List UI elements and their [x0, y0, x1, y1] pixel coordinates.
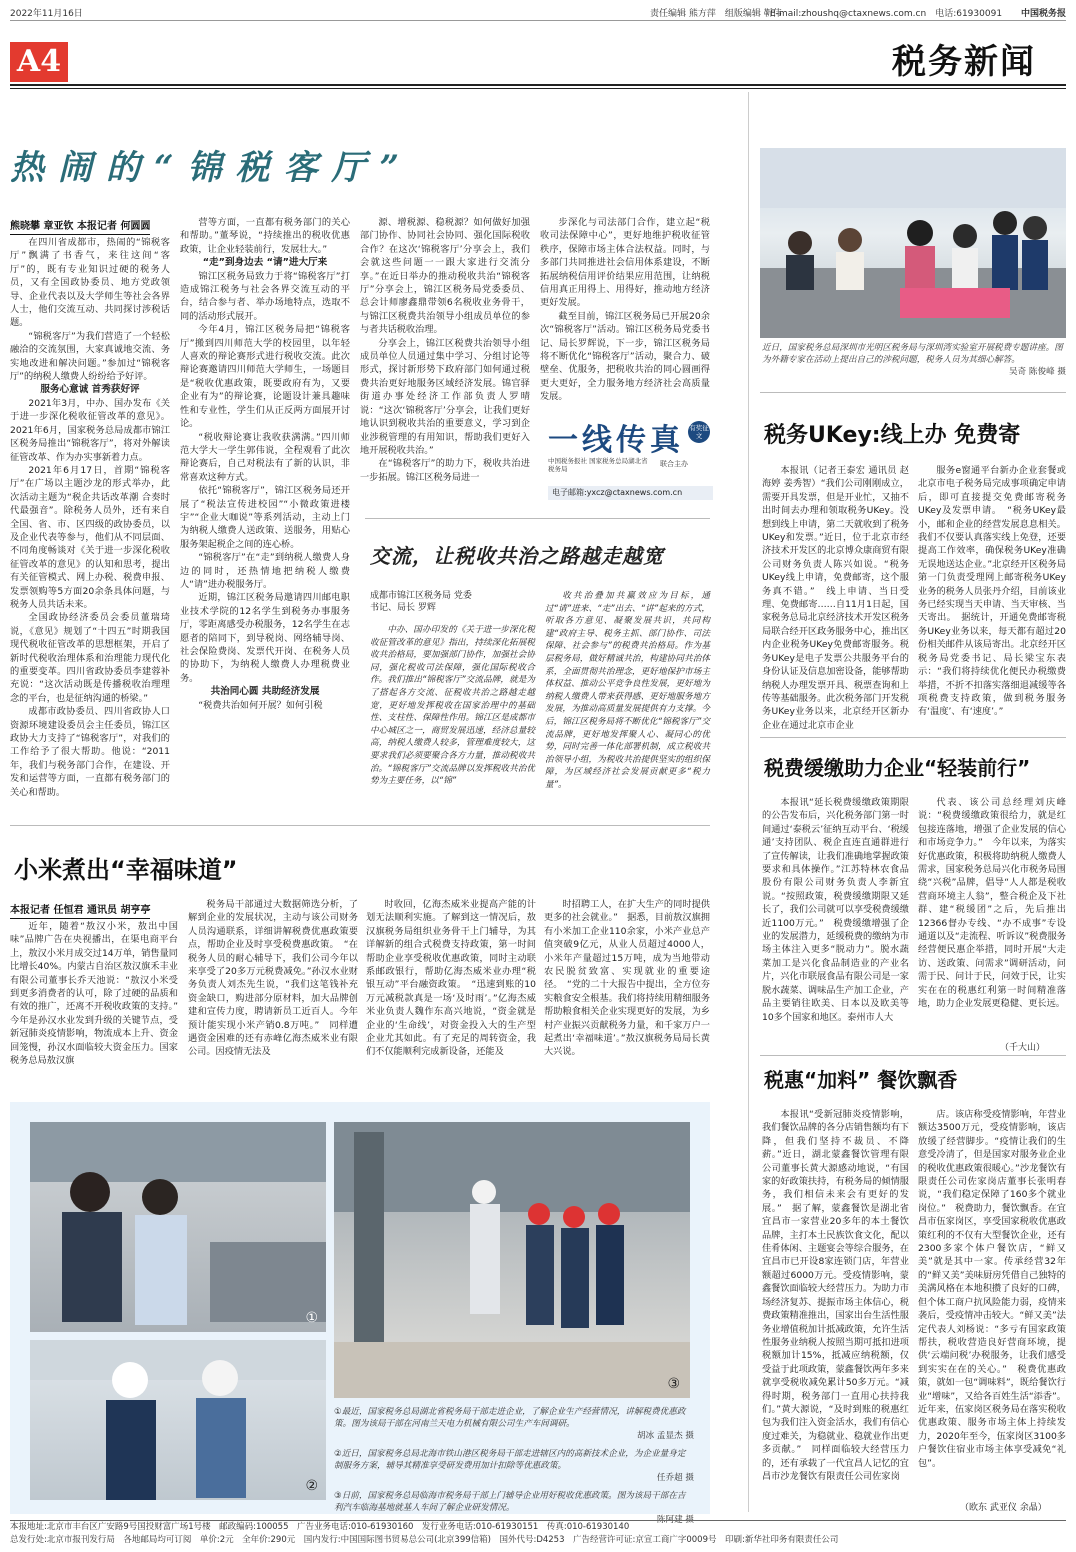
- paragraph: 步深化与司法部门合作，建立起“税收司法保障中心”，更好地维护税收征管秩序，保障市场主体合法权益。同时，与多部门共同推进社会信用体系建设，不断拓展纳税信用评价结果应用范围，让纳税信用真正用得上、用得好，推动地方经济更好发展。: [540, 217, 710, 309]
- ukey-column-1: [762, 464, 909, 731]
- yixian-org: 中国税务报社 国家税务总局湖北省税务局: [548, 457, 648, 473]
- photo-number-3: ③: [667, 1376, 680, 1392]
- paragraph: 近期，锦江区税务局邀请四川邮电职业技术学院的12名学生到税务办事服务厅，零距离感受办税服务，12名学生在志愿者的陪同下，到导税岗、网络辅导岗、社会保险费岗、发票代开岗、在税务人员的协助下，为纳税人缴费人办理税费业务。: [180, 592, 350, 684]
- photo-credit-3: 陈阿建 摄: [656, 1515, 694, 1525]
- collage-captions: [334, 1406, 694, 1525]
- feature-byline: 熊晓攀 章亚钦 本报记者 何圆圆: [10, 217, 150, 235]
- feature-title: 热闹的“锦税客厅”: [10, 148, 414, 188]
- footer-line-2: 总发行处:北京市报刊发行局 各地邮局均可订阅 单价:2元 全年价:290元 国内发行:中国国际图书贸易总公司(北京399信箱) 国外代号:D4253 广告经营许可证:京宣工商广字0009号 印刷:新华社印务有限责任公司: [10, 1535, 839, 1545]
- paragraph: 在四川省成都市，热闹的“锦税客厅”飘满了书香气，来往这间“客厅”的，既有专业知识过硬的税务人员，又有全国政协委员、地方党政领导、企业代表以及大学师生等社会各界人士，他们交流互动、共同探讨涉税话题。: [10, 237, 170, 329]
- photo-credit: 吴奇 陈俊峰 摄: [1008, 367, 1066, 377]
- paragraph: 源、增税源、稳税源？如何做好加强部门协作、协同社会协同、强化国际税收合作？在这次‘锦税客厅’分享会上，我们会就这些问题一一跟大家进行交流分享。”在近日举办的推动税收共治“锦税客厅”分享会上，锦江区税务局党委委员、总会计师廖鑫鼎带领6名税收业务骨干，与锦江区税费共治领导小组成员单位的参与者共话税收治理。: [360, 217, 530, 336]
- paragraph: 收共治叠加共赢效应为目标，通过“请”进来、“走”出去、“讲”起来的方式，听取各方意见、凝聚发展共识，共同构建“政府主导、税务主抓、部门协作、司法保障、社会参与”的税费共治格局。作为基层税务局，做好精诚共治，构建协同共治体系，全面贯彻共治理念，更好地保护市场主体权益、推动公平竞争良性发展，更好地为纳税人缴费人带来获得感、更好地服务地方发展，为推动高质量发展提供有力支撑。今后，锦江区税务局将不断优化“锦税客厅”交流品牌，更好地发挥聚人心、凝同心的优势，同时完善一体化部署机制，成立税收共治领导小组，为税收共治提供坚实的组织保障，为区域经济社会发展贡献更多“税力量”。: [545, 591, 710, 790]
- xiaomi-byline: 本报记者 任恒君 通讯员 胡亨亭: [10, 901, 150, 919]
- essay-title: 交流，让税收共治之路越走越宽: [370, 544, 664, 568]
- right-rule-3: [760, 1055, 1066, 1056]
- canyin-title: 税惠“加料” 餐饮飘香: [764, 1068, 958, 1092]
- huanjiao-title: 税费缓缴助力企业“轻装前行”: [764, 756, 1031, 780]
- canyin-column-2: [918, 1108, 1066, 1494]
- paragraph: 税务局干部通过大数据筛选分析，了解到企业的发展状况，主动与该公司财务人员沟通联系，详细讲解税费优惠政策要点，帮助企业及时享受税费惠政策。 “在税务人员的耐心辅导下，我们公司今年以来享受了20多万元税费减免。”孙汉水业财务负责人刘杰先生说，“我们这笔钱补充资金缺口，购进部分原材料，加大品牌创建和宣传力度，聘请新员工近百人。今年预计能实现小米产销0.8万吨。” 同样遭遇资金困难的还有赤峰亿海杰威米业有限公司。因疫情无法及: [188, 899, 358, 1058]
- paragraph: 在“锦税客厅”的助力下，税收共治进一步拓展。锦江区税务局进一: [360, 458, 530, 483]
- photo-2: [30, 1340, 326, 1500]
- huanjiao-column-2: [918, 796, 1066, 1038]
- huanjiao-column-1: [762, 796, 909, 1048]
- paragraph: 服务e窗通平台新办企业套餐或北京市电子税务局完成事项确定申请后，即可直接提交免费邮寄税务UKey及发票申请。 “税务UKey最小，邮和企业的经营发展息息相关。我们不仅要认真落实线上免登，还要提高工作效率，确保税务UKey准确无误地送达企业。”北京经开区税务局第一门负责受理网上邮寄税务UKey业务的税务人员张丹介绍，目前该业务已经实现当天申请、当天审核、当天寄出。 据统计，开通免费邮寄税务UKey业务以来，每天都有超过20份相关邮件从该局寄出。北京经开区税务局党委书记、局长梁宝东表示：“我们将持续优化便民办税缴费举措，不折不扣落实落细退减缓等各项税费支持政策，做到税务服务有‘温度’、有‘速度’。”: [918, 465, 1066, 718]
- paragraph: 中办、国办印发的《关于进一步深化税收征管改革的意见》指出，持续深化拓展税收共治格局，要加强部门协作，加强社会协同，强化税收司法保障，强化国际税收合作。我们推出“锦税客厅”交流品牌，就是为了搭起各方交流、征税收共治之路越走越宽，更好地发挥税收在国家治理中的基础性、支柱性、保障性作用。锦江区是成都市中心城区之一，商贸发展迅速，经济总量较高，纳税人缴费人较多，管理难度较大，这要求我们必须要聚合各方力量，推动税收共治。“锦税客厅”交流品牌以发挥税收共治优势为主要任务，以“锦”: [370, 625, 535, 787]
- right-rule-1: [760, 392, 1066, 393]
- photo-1-illustration: [30, 1122, 326, 1332]
- subheading: 服务心意诚 首秀获好评: [40, 384, 140, 396]
- essay-column-2: [545, 590, 710, 814]
- photo-3: [334, 1122, 690, 1398]
- yixian-org-suffix: 联合主办: [660, 460, 688, 468]
- meeting-photo-illustration: [760, 148, 1066, 338]
- photo-collage: [10, 1102, 710, 1525]
- paragraph: 依托“锦税客厅”，锦江区税务局还开展了“税法宣传进校园”“小微政策进楼宇”“企业大咖说”等系列活动，主动上门为纳税人缴费人送政策、送服务，用贴心服务架起税企之间的连心桥。: [180, 485, 350, 550]
- feature-column-4: [540, 216, 710, 403]
- paragraph: “锦税客厅”为我们营造了一个轻松融洽的交流氛围，大家真诚地交流、务实地改进和解决问题。”参加过“锦税客厅”的纳税人缴费人纷纷给予好评。: [10, 330, 170, 383]
- xiaomi-title: 小米煮出“幸福味道”: [14, 856, 238, 884]
- issue-date: 2022年11月16日: [10, 9, 83, 19]
- essay-column-1: [370, 624, 535, 814]
- feature-column-2: [180, 216, 350, 766]
- paragraph: 分享会上，锦江区税费共治领导小组成员单位人员通过集中学习、分组讨论等形式，探讨新形势下政府部门如何通过税费共治更好地服务区域经济发展。锦官驿街道办事处经济工作部负责人罗晴说：“这次‘锦税客厅’分享会，让我们更好地认识到税收共治的重要意义，学习到企业涉税管理的有用知识，帮助我们更好入地开展税收共治。”: [360, 337, 530, 456]
- feature-column-1: [10, 236, 170, 798]
- caption-2: ②近日，国家税务总局北海市铁山港区税务局干部走进辖区内的高新技术企业，为企业量身定制服务方案，辅导其精准享受研发费用加计扣除等优惠政策。: [334, 1449, 686, 1471]
- yixian-logo-block: [548, 415, 713, 485]
- paragraph: 截至目前，锦江区税务局已开展20余次“锦税客厅”活动。锦江区税务局党委书记、局长罗辉说，下一步，锦江区税务局将不断优化“锦税客厅”活动，聚合力、破壁垒、优服务，把税收共治的同心圆画得更大更好，全力服务地方经济社会高质量发展。: [540, 310, 710, 403]
- yixian-title: 一线传真: [548, 423, 684, 458]
- paragraph: 今年4月，锦江区税务局把“锦税客厅”搬到四川师范大学的校园里，以年轻人喜欢的辩论赛形式进行税收交流。此次辩论赛邀请四川师范大学师生，一场题目是“税收优惠政策，既要政府有为，又要企业有为”的辩论赛，论题设计兼具趣味性和专业性，学生们从正反两方面展开讨论。: [180, 324, 350, 430]
- paragraph: 营等方面，一直都有税务部门的关心和帮助。”董琴说，“持续推出的税收优惠政策，让企业轻装前行，发展壮大。”: [180, 217, 350, 255]
- huanjiao-signature: （千大山）: [1000, 1043, 1046, 1053]
- subheading: “走”到身边去 “请”进大厅来: [202, 257, 328, 269]
- meeting-photo-caption: [762, 342, 1066, 378]
- contact-info: E-mail:zhoushq@ctaxnews.com.cn 电话:61930091: [770, 9, 1003, 19]
- photo-credit-1: 胡冰 孟显杰 摄: [636, 1431, 694, 1441]
- feature-byline-block: [10, 214, 170, 230]
- xiaomi-column-2: [188, 898, 358, 1100]
- canyin-signature: （欧东 武亚仪 余晶）: [960, 1503, 1047, 1513]
- column-separator: [748, 92, 749, 1512]
- top-bar: [10, 4, 1066, 21]
- paragraph: “锦税客厅”在“走”到纳税人缴费人身边的同时，还热情地把纳税人缴费人“请”进办税服务厅。: [180, 552, 350, 590]
- paragraph: 时收回，亿海杰威米业提高产能的计划无法顺利实施。了解到这一情况后，敖汉旗税务局组织业务骨干上门辅导，为其详解新的组合式税费支持政策，第一时间帮助企业享受税收优惠政策，同时主动联系邮政银行，帮助亿海杰威米业办理“税银互动”平台融资政策。 “迅速到账的10万元减税款真是一场‘及时雨’。”亿海杰威米业负责人魏作东高兴地说，“资金就是企业的‘生命线’，对资金投入大的生产型企业尤其如此。有了充足的周转资金，我们不仅能顺利完成新设备，还能及: [366, 899, 536, 1058]
- paragraph: 成都市政协委员、四川省政协人口资源环境建设委员会主任委员，锦江区政协大力支持了“锦税客厅”，对我们的工作给予了很大帮助。他说：“2011年，我们与税务部门合作，在建设、开发和运营等方面，一直都有税务部门的关心和帮助。: [10, 706, 170, 798]
- essay-title-block: [370, 540, 710, 570]
- right-rule-2: [760, 737, 1066, 738]
- ukey-column-2: [918, 464, 1066, 726]
- paper-name: 中国税务报: [1020, 9, 1066, 19]
- photo-3-illustration: [334, 1122, 690, 1398]
- paragraph: 代表、该公司总经理刘庆峰说：“税费缓缴政策很给力，就是红包接连落地，增强了企业发展的信心和市场竞争力。” 今年以来，为落实好优惠政策，积极将助纳税人缴费人需求，国家税务总局兴化市税务局围绕“兴税”品牌，倡导“人人都是税收营商环境主人翁”，整合税企及下社群、建“税缓团”之后，先后推出12366督办专线、“办不成事”专设通道以及“走流程、听诉议”税费服务经营便民惠企举措，同时开展“大走访、送政策、问需求”调研活动，问需于民、问计于民，问效于民，让实实在在的税惠红利第一时间精准落地，助力企业发展更稳健、更长远。: [918, 797, 1066, 1010]
- paragraph: 锦江区税务局致力于将“锦税客厅”打造成锦江税务与社会各界交流互动的平台，结合参与者、举办场地特点，选取不同的活动形式展开。: [180, 270, 350, 322]
- caption-3: ③日前，国家税务总局临海市税务局干部上门辅导企业用好税收优惠政策。图为该局干部在吉利汽车临海基地就基人车间了解企业研发情况。: [334, 1491, 686, 1513]
- xiaomi-column-3: [366, 898, 536, 1100]
- canyin-column-1: [762, 1108, 909, 1518]
- paragraph: “税收辩论赛让我收获满满。”四川师范大学大一学生郭伟说，全程观看了此次辩论赛后，自己对税法有了新的认识，非常喜欢这种方式。: [180, 431, 350, 483]
- essay-author: 成都市锦江区税务局 党委书记、局长 罗辉: [370, 591, 472, 613]
- paragraph: 店。该店称受疫情影响，年营业额达3500万元，受疫情影响，该店放缓了经营脚步。“疫情让我们的生意受冷清了，但是国家对服务业企业的税收优惠政策很暖心。”沙龙餐饮有限责任公司佐家岗店董事长张明春说，“我们稳定保障了160多个就业岗位。” 税费助力，餐饮飘香。在宜昌市伍家岗区，享受国家税收优惠政策红利的不仅有大型餐饮企业，还有2300多家个体户餐饮店，“鲜又美”就是其中一家。传承经营32年的“鲜又美”美味厨房凭借自己独特的美满风格在本地积攒了良好的口碑，但个体工商户抗风险能力弱，疫情来袭后，受疫情冲击较大。“鲜又美”法定代表人刘杨说：“多亏有国家政策帮扶，税收营造良好营商环境，提供‘云端问税’办税服务，让我们感受到实实在在的关心。” 税费优惠政策，就如一包“调味料”，既给餐饮行业“增味”，又给各百姓生活“添香”。近年来，伍家岗区税务局在落实税收优惠政策、服务市场主体上持续发力，2020年至今，伍家岗区3100多户餐饮住宿业市场主体享受减免“礼包”。: [918, 1109, 1066, 1469]
- paragraph: 时招聘工人，在扩大生产的同时提供更多的社会就业。” 据悉，目前敖汉旗拥有小米加工企业110余家，小米产业总产值突破9亿元，从业人员超过4000人，小米年产量超过15万吨，成为当地带动农民脱贫致富、实现就业的重要途径。 “党的二十大报告中提出，全方位夯实粮食安全根基。我们将持续用精细服务帮助粮食相关企业实现更好的发展，为乡村产业振兴贡献税务力量，和千家万户一起煮出‘幸福味道’。”敖汉旗税务局局长黄大兴说。: [544, 899, 710, 1058]
- yixian-tag: 有奖征文: [688, 421, 710, 443]
- essay-top-rule: [365, 518, 710, 519]
- editors-info: 责任编辑 熊方萍 组版编辑 靳伟: [650, 9, 782, 19]
- feature-title-block: [10, 140, 710, 200]
- caption-1: ①最近，国家税务总局湖北省税务局干部走进企业，了解企业生产经营情况，讲解税费优惠政策。图为该局干部在河南兰天电力机械有限公司生产车间调研。: [334, 1407, 686, 1429]
- yixian-email: 电子邮箱:yxcz@ctaxnews.com.cn: [548, 486, 713, 500]
- left-rule-1: [10, 825, 710, 826]
- header-rule: [10, 84, 1066, 86]
- paragraph: 本报讯“延长税费缓缴政策期限的公告发布后，兴化税务部门第一时间通过‘泰税云’征纳互动平台、‘税缓通’支持团队、税企直连直通群进行了宣传解读，让我们准确地掌握政策要求和具体操作。”江苏特林农食品股份有限公司财务负责人李新宜说。“按照政策，税费缓缴期限又延长了，我们公司就可以享受税费缓缴近1100万元。” 税费缓缴增强了企业的发展潜力，延缓税费的缴纳为市场主体注入更多“脱动力”。脱水蔬菜加工是兴化食品制造业的产业名片，兴化市联展食品有限公司是一家脱水蔬菜、调味品生产加工企业，产品主要销往欧美、日本以及欧美等10多个国家和地区。泰州市人大: [762, 797, 909, 1023]
- xiaomi-column-1: [10, 920, 188, 1100]
- footer: [10, 1520, 1066, 1549]
- section-title: 税务新闻: [892, 42, 1036, 82]
- xiaomi-byline-block: [10, 898, 180, 914]
- paragraph: 近年，随着“敖汉小米，敖出中国味”品牌广告在央视播出，在渠电商平台上，敖汉小米月成交过14万单，销售量同比增长40%。内蒙古自治区敖汉旗禾丰业有限公司董事长乔天池说：“敖汉小米受到更多消费者的认可，除了过硬的品质和有效的推广，还离不开税收政策的支持。” 今年是孙汉水业发到升级的关键节点，受新冠肺炎疫情影响，物流成本上升、资金回笼慢，孙汉水面临较大资金压力。国家税务总局敖汉旗: [10, 921, 188, 1067]
- page-number: A4: [10, 42, 68, 82]
- photo-2-illustration: [30, 1340, 326, 1500]
- ukey-title: 税务UKey:线上办 免费寄: [764, 423, 1021, 448]
- paragraph: 2021年6月17日，首期“锦税客厅”在广场以主题沙龙的形式举办，此次活动主题为“税企共话改革潮 合奏时代最强音”。除税务人员外，还有来自全国、省、市、区四级的政协委员，以及企业代表等参与，他们从不同层面、不同角度畅谈对《关于进一步深化税收征管改革的意见》的认知和思考，提出有关征管模式、网上办税、税费申报、发票领购等5方面20余条具体问题，与税务人员共话未来。: [10, 464, 170, 610]
- caption-text: 近日，国家税务总局深圳市光明区税务局与深圳湾实验室开展税费专题讲座。图为外籍专家在活动上提出自己的涉税问题，税务人员为其细心解答。: [762, 343, 1063, 365]
- photo-1: [30, 1122, 326, 1332]
- footer-line-1: 本报地址:北京市丰台区广安路9号国投财富广场1号楼 邮政编码:100055 广告业务电话:010-61930160 发行业务电话:010-61930151 传真:010-61930140: [10, 1522, 630, 1532]
- paragraph: 本报讯“受新冠肺炎疫情影响，我们餐饮品牌的各分店销售额均有下降，但我们坚持不裁员、不降薪。”近日，湖北蒙鑫餐饮管理有限公司董事长黄大源感动地说，“有国家的好政策扶持，有税务局的倾情服务，我们相信未来会有更好的发展。” 据了解，蒙鑫餐饮是湖北省宜昌市一家营业20多年的本土餐饮品牌，主打本土民族饮食文化，配以佳肴体闲、主题宴会等综合服务，在宜昌市已开设8家连锁门店，年营业额超过6000万元。受疫情影响，蒙鑫餐饮面临较大经营压力。为助力市场经济复苏、提振市场主体信心，税费政策精准推出，国家出台生活性服务业增值税加计抵减政策，允许生活性服务业纳税人按照当期可抵扣进项税额加计15%，抵减应纳税额，仅受益于此项政策，蒙鑫餐饮两年多来就享受税收减免累计50多万元。“减得时期，税务部门一直用心扶持我们。”黄大源说，“及时到账的税惠红包为我们注入资金活水，我们有信心度过难关，为稳就业、稳就业作出更多贡献。” 同样面临较大经营压力的，还有承载了一代宜昌人记忆的宜昌市沙龙餐饮有限责任公司佐家岗: [762, 1109, 909, 1482]
- photo-number-2: ②: [305, 1478, 318, 1494]
- paragraph: “税费共治如何开展？如何引税: [198, 699, 323, 711]
- header-rule-thin: [10, 88, 1066, 89]
- paragraph: 2021年3月，中办、国办发布《关于进一步深化税收征管改革的意见》。2021年6月，国家税务总局成都市锦江区税务局推出“锦税客厅”，将对外解读征管改革、作为办实事新着力点。: [10, 397, 170, 463]
- photo-number-1: ①: [305, 1310, 318, 1326]
- meeting-photo: [760, 148, 1066, 338]
- paragraph: 全国政协经济委员会委员董瑞琦说，《意见》规划了“十四五”时期我国现代税收征管改革的思想框架，开启了新时代税收治理体系和治理能力现代化的重要变革。四川省政协委员李建蓉补充说：“这次活动既是传播税收治理理念的平台，也是征纳沟通的桥梁。”: [10, 612, 170, 704]
- xiaomi-column-4: [544, 898, 710, 1100]
- photo-credit-2: 任乔超 摄: [656, 1473, 694, 1483]
- paragraph: 本报讯（记者王泰宏 通讯员 赵海婷 姜秀智）“我们公司刚刚成立，需要开具发票，但是开业忙，又抽不出时间去办理和领取税务UKey。没想到线上申请，第二天就收到了税务UKey和发票。”近日，位于北京市经济技术开发区的北京博众康商贸有限公司财务负责人陈兴如说。“税务UKey线上申请，免费邮寄，这个服务真不错。” 线上申请、当日受理、免费邮寄……自11月1日起，国家税务总局北京经济技术开发区税务局联合经开区政务服务中心，推出区内企业税务UKey免费邮寄服务。税务UKey是电子发票公共服务平台的身份认证及信息加密设备，能够帮助纳税人办理发票开具、税票查询和上传等基础服务。此次税务部门开发税务UKey业务以来，北京经开区新办企业在通过北京市企业: [762, 465, 909, 731]
- feature-column-3: [360, 216, 530, 516]
- subheading: 共治同心圆 共助经济发展: [210, 686, 320, 698]
